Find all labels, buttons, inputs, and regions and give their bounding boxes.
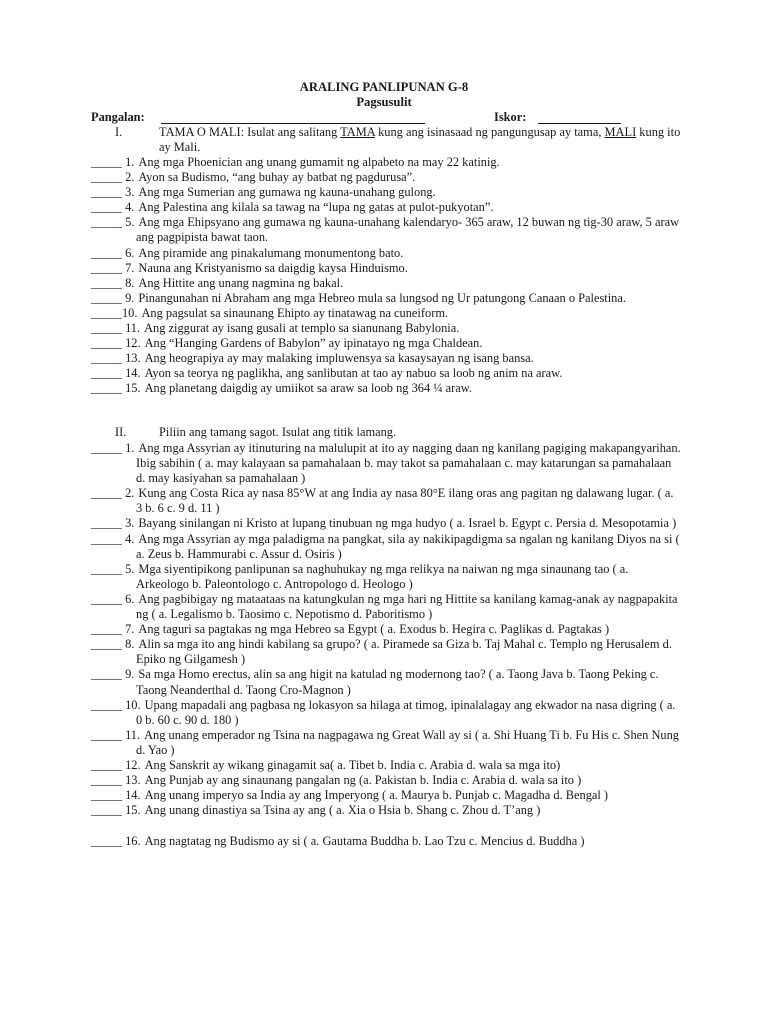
answer-blank-number[interactable]: _____ 2.: [91, 486, 135, 501]
answer-blank-number[interactable]: _____ 14.: [91, 788, 141, 803]
section-1-header: [91, 125, 681, 155]
score-label: Iskor:: [494, 110, 527, 124]
question-item: [91, 803, 681, 818]
answer-blank-number[interactable]: _____ 1.: [91, 155, 135, 169]
question-text: Ang mga Assyrian ay mga paladigma na pangkat, sila ay nakikipagdigma sa ngalan ng kanilang Diyos na si ( a. Zeus b. Hammurabi c. Assur d. Osiris ): [136, 531, 680, 561]
question-text: Ang mga Sumerian ang gumawa ng kauna-unahang gulong.: [138, 185, 436, 200]
section-2-header: [91, 425, 681, 440]
question-item: [91, 200, 681, 215]
question-item: [91, 592, 681, 622]
answer-blank-number[interactable]: _____ 3.: [91, 516, 135, 531]
question-text: Ang piramide ang pinakalumang monumentong bato.: [138, 245, 404, 260]
answer-blank-number[interactable]: _____ 9.: [91, 667, 135, 682]
question-item: [91, 185, 681, 200]
question-item: [91, 155, 681, 170]
answer-blank-number[interactable]: _____ 4.: [91, 200, 135, 215]
question-item: [91, 336, 681, 351]
score-blank[interactable]: [538, 110, 621, 124]
answer-blank-number[interactable]: _____ 16.: [91, 834, 141, 849]
answer-blank-number[interactable]: _____ 12.: [91, 757, 141, 772]
answer-blank-number[interactable]: _____ 3.: [91, 185, 135, 200]
question-item: [91, 773, 681, 788]
question-item: [91, 170, 681, 185]
answer-blank-number[interactable]: _____ 8.: [91, 637, 135, 652]
answer-blank-number[interactable]: _____ 6.: [91, 245, 135, 260]
question-item: [91, 622, 681, 637]
name-label: Pangalan:: [91, 110, 145, 124]
question-item: [91, 758, 681, 773]
question-item: [91, 291, 681, 306]
question-text: Ang unang dinastiya sa Tsina ay ang ( a. Xia o Hsia b. Shang c. Zhou d. T’ang ): [144, 803, 541, 818]
answer-blank-number[interactable]: _____ 11.: [91, 727, 141, 742]
question-text: Ang pagbibigay ng mataataas na katungkulan ng mga hari ng Hittite sa kanilang kamag-anak ay nagpapakita ng ( a. Legalismo b. Taosimo c. Nepotismo d. Paboritismo ): [136, 591, 678, 622]
question-item: [91, 486, 681, 516]
question-item: [91, 532, 681, 562]
question-text: Ayon sa teorya ng paglikha, ang sanlibutan at tao ay nabuo sa loob ng anim na araw.: [144, 366, 563, 381]
question-item: [91, 276, 681, 291]
question-text: Upang mapadali ang pagbasa ng lokasyon sa hilaga at timog, ipinalalagay ang ekwador na nasa digring ( a. 0 b. 60 c. 90 d. 180 ): [136, 697, 676, 727]
question-item: [91, 728, 681, 758]
student-info-row: [91, 110, 691, 125]
section-1-instruction: TAMA O MALI: Isulat ang salitang TAMA kung ang isinasaad ng pangungusap ay tama, MALI kung ito ay Mali.: [159, 125, 681, 155]
question-item: [91, 667, 681, 697]
question-item: [91, 788, 681, 803]
section-1-items: [91, 155, 681, 397]
answer-blank-number[interactable]: _____ 13.: [91, 351, 141, 366]
question-item: [91, 698, 681, 728]
question-text: Ang mga Assyrian ay itinuturing na malulupit at ito ay nagging daan ng kanilang pagiging makapangyarihan. Ibig sabihin ( a. may kalayaan sa pamahalaan b. may takot sa pamahalaan c. may katarungan sa pamahalaan d. may kasiyahan sa pamahalaan ): [136, 441, 681, 486]
question-text: Mga siyentipikong panlipunan sa naghuhukay ng mga relikya na naiwan ng mga sinaunang tao ( a. Arkeologo b. Paleontologo c. Antropologo d. Heologo ): [136, 561, 629, 591]
question-text: Alin sa mga ito ang hindi kabilang sa grupo? ( a. Piramede sa Giza b. Taj Mahal c. Templo ng Herusalem d. Epiko ng Gilgamesh ): [136, 637, 672, 667]
question-item: [91, 246, 681, 261]
question-item: [91, 215, 681, 245]
question-text: Ang Punjab ay ang sinaunang pangalan ng (a. Pakistan b. India c. Arabia d. wala sa ito ): [144, 773, 582, 788]
question-text: Ayon sa Budismo, “ang buhay ay batbat ng pagdurusa”.: [138, 170, 416, 185]
question-text: Ang planetang daigdig ay umiikot sa araw sa loob ng 364 ¼ araw.: [144, 381, 473, 396]
name-blank[interactable]: [161, 110, 425, 124]
question-text: Ang Palestina ang kilala sa tawag na “lupa ng gatas at pulot-pukyotan”.: [138, 200, 494, 215]
answer-blank-number[interactable]: _____ 2.: [91, 170, 135, 185]
spacer: [91, 818, 681, 834]
question-item: [91, 381, 681, 396]
answer-blank-number[interactable]: _____ 7.: [91, 260, 135, 275]
question-item: [91, 562, 681, 592]
question-text: Ang heograpiya ay may malaking impluwensya sa kasaysayan ng isang bansa.: [144, 351, 534, 366]
answer-blank-number[interactable]: _____ 7.: [91, 622, 135, 637]
answer-blank-number[interactable]: _____ 9.: [91, 290, 135, 305]
answer-blank-number[interactable]: _____ 6.: [91, 591, 135, 606]
question-text: Ang “Hanging Gardens of Babylon” ay ipinatayo ng mga Chaldean.: [144, 336, 483, 351]
answer-blank-number[interactable]: _____ 5.: [91, 561, 135, 576]
document-title: ARALING PANLIPUNAN G-8: [299, 80, 469, 94]
question-text: Ang unang emperador ng Tsina na nagpagawa ng Great Wall ay si ( a. Shi Huang Ti b. Fu His c. Shen Nung d. Yao ): [136, 727, 679, 757]
question-text: Ang taguri sa pagtakas ng mga Hebreo sa Egypt ( a. Exodus b. Hegira c. Paglikas d. Pagtakas ): [138, 622, 610, 637]
answer-blank-number[interactable]: _____ 15.: [91, 803, 141, 818]
question-item: [91, 306, 681, 321]
question-text: Ang pagsulat sa sinaunang Ehipto ay tinatawag na cuneiform.: [141, 305, 449, 320]
question-item: [91, 834, 681, 849]
answer-blank-number[interactable]: _____ 14.: [91, 366, 141, 381]
question-text: Nauna ang Kristyanismo sa daigdig kaysa Hinduismo.: [138, 260, 408, 275]
answer-blank-number[interactable]: _____ 12.: [91, 336, 141, 351]
answer-blank-number[interactable]: _____ 8.: [91, 275, 135, 290]
question-text: Ang unang imperyo sa India ay ang Imperyong ( a. Maurya b. Punjab c. Magadha d. Bengal ): [144, 788, 609, 803]
answer-blank-number[interactable]: _____10.: [91, 305, 138, 320]
question-text: Ang Hittite ang unang nagmina ng bakal.: [138, 275, 344, 290]
answer-blank-number[interactable]: _____ 13.: [91, 773, 141, 788]
question-item: [91, 366, 681, 381]
section-2-numeral: II.: [115, 425, 127, 439]
question-text: Ang Sanskrit ay wikang ginagamit sa( a. Tibet b. India c. Arabia d. wala sa mga ito): [144, 757, 561, 772]
question-text: Bayang sinilangan ni Kristo at lupang tinubuan ng mga hudyo ( a. Israel b. Egypt c. Persia d. Mesopotamia ): [138, 516, 677, 531]
question-item: [91, 321, 681, 336]
section-1-numeral: I.: [115, 125, 123, 139]
section-2-items: [91, 441, 681, 849]
answer-blank-number[interactable]: _____ 5.: [91, 215, 135, 230]
question-item: [91, 637, 681, 667]
answer-blank-number[interactable]: _____ 4.: [91, 531, 135, 546]
section-2-instruction: Piliin ang tamang sagot. Isulat ang titik lamang.: [159, 425, 397, 439]
question-item: [91, 441, 681, 486]
question-text: Pinangunahan ni Abraham ang mga Hebreo mula sa lungsod ng Ur patungong Canaan o Palestina.: [138, 290, 626, 305]
document-subtitle: Pagsusulit: [356, 95, 412, 109]
question-text: Sa mga Homo erectus, alin sa ang higit na katulad ng modernong tao? ( a. Taong Java b. Taong Peking c. Taong Neanderthal d. Taong Cro-Magnon ): [136, 667, 659, 697]
question-text: Ang nagtatag ng Budismo ay si ( a. Gautama Buddha b. Lao Tzu c. Mencius d. Buddha ): [144, 834, 585, 849]
answer-blank-number[interactable]: _____ 10.: [91, 697, 141, 712]
question-text: Ang mga Ehipsyano ang gumawa ng kauna-unahang kalendaryo- 365 araw, 12 buwan ng tig-30 araw, 5 araw ang pagpipista bawat taon.: [136, 215, 680, 245]
question-item: [91, 261, 681, 276]
answer-blank-number[interactable]: _____ 11.: [91, 321, 141, 336]
question-item: [91, 516, 681, 531]
question-text: Ang mga Phoenician ang unang gumamit ng alpabeto na may 22 katinig.: [138, 155, 500, 169]
answer-blank-number[interactable]: _____ 1.: [91, 441, 135, 455]
question-item: [91, 351, 681, 366]
question-text: Kung ang Costa Rica ay nasa 85°W at ang India ay nasa 80°E ilang oras ang pagitan ng dalawang lugar. ( a. 3 b. 6 c. 9 d. 11 ): [136, 486, 674, 516]
answer-blank-number[interactable]: _____ 15.: [91, 381, 141, 396]
question-text: Ang ziggurat ay isang gusali at templo sa sianunang Babylonia.: [144, 321, 460, 336]
